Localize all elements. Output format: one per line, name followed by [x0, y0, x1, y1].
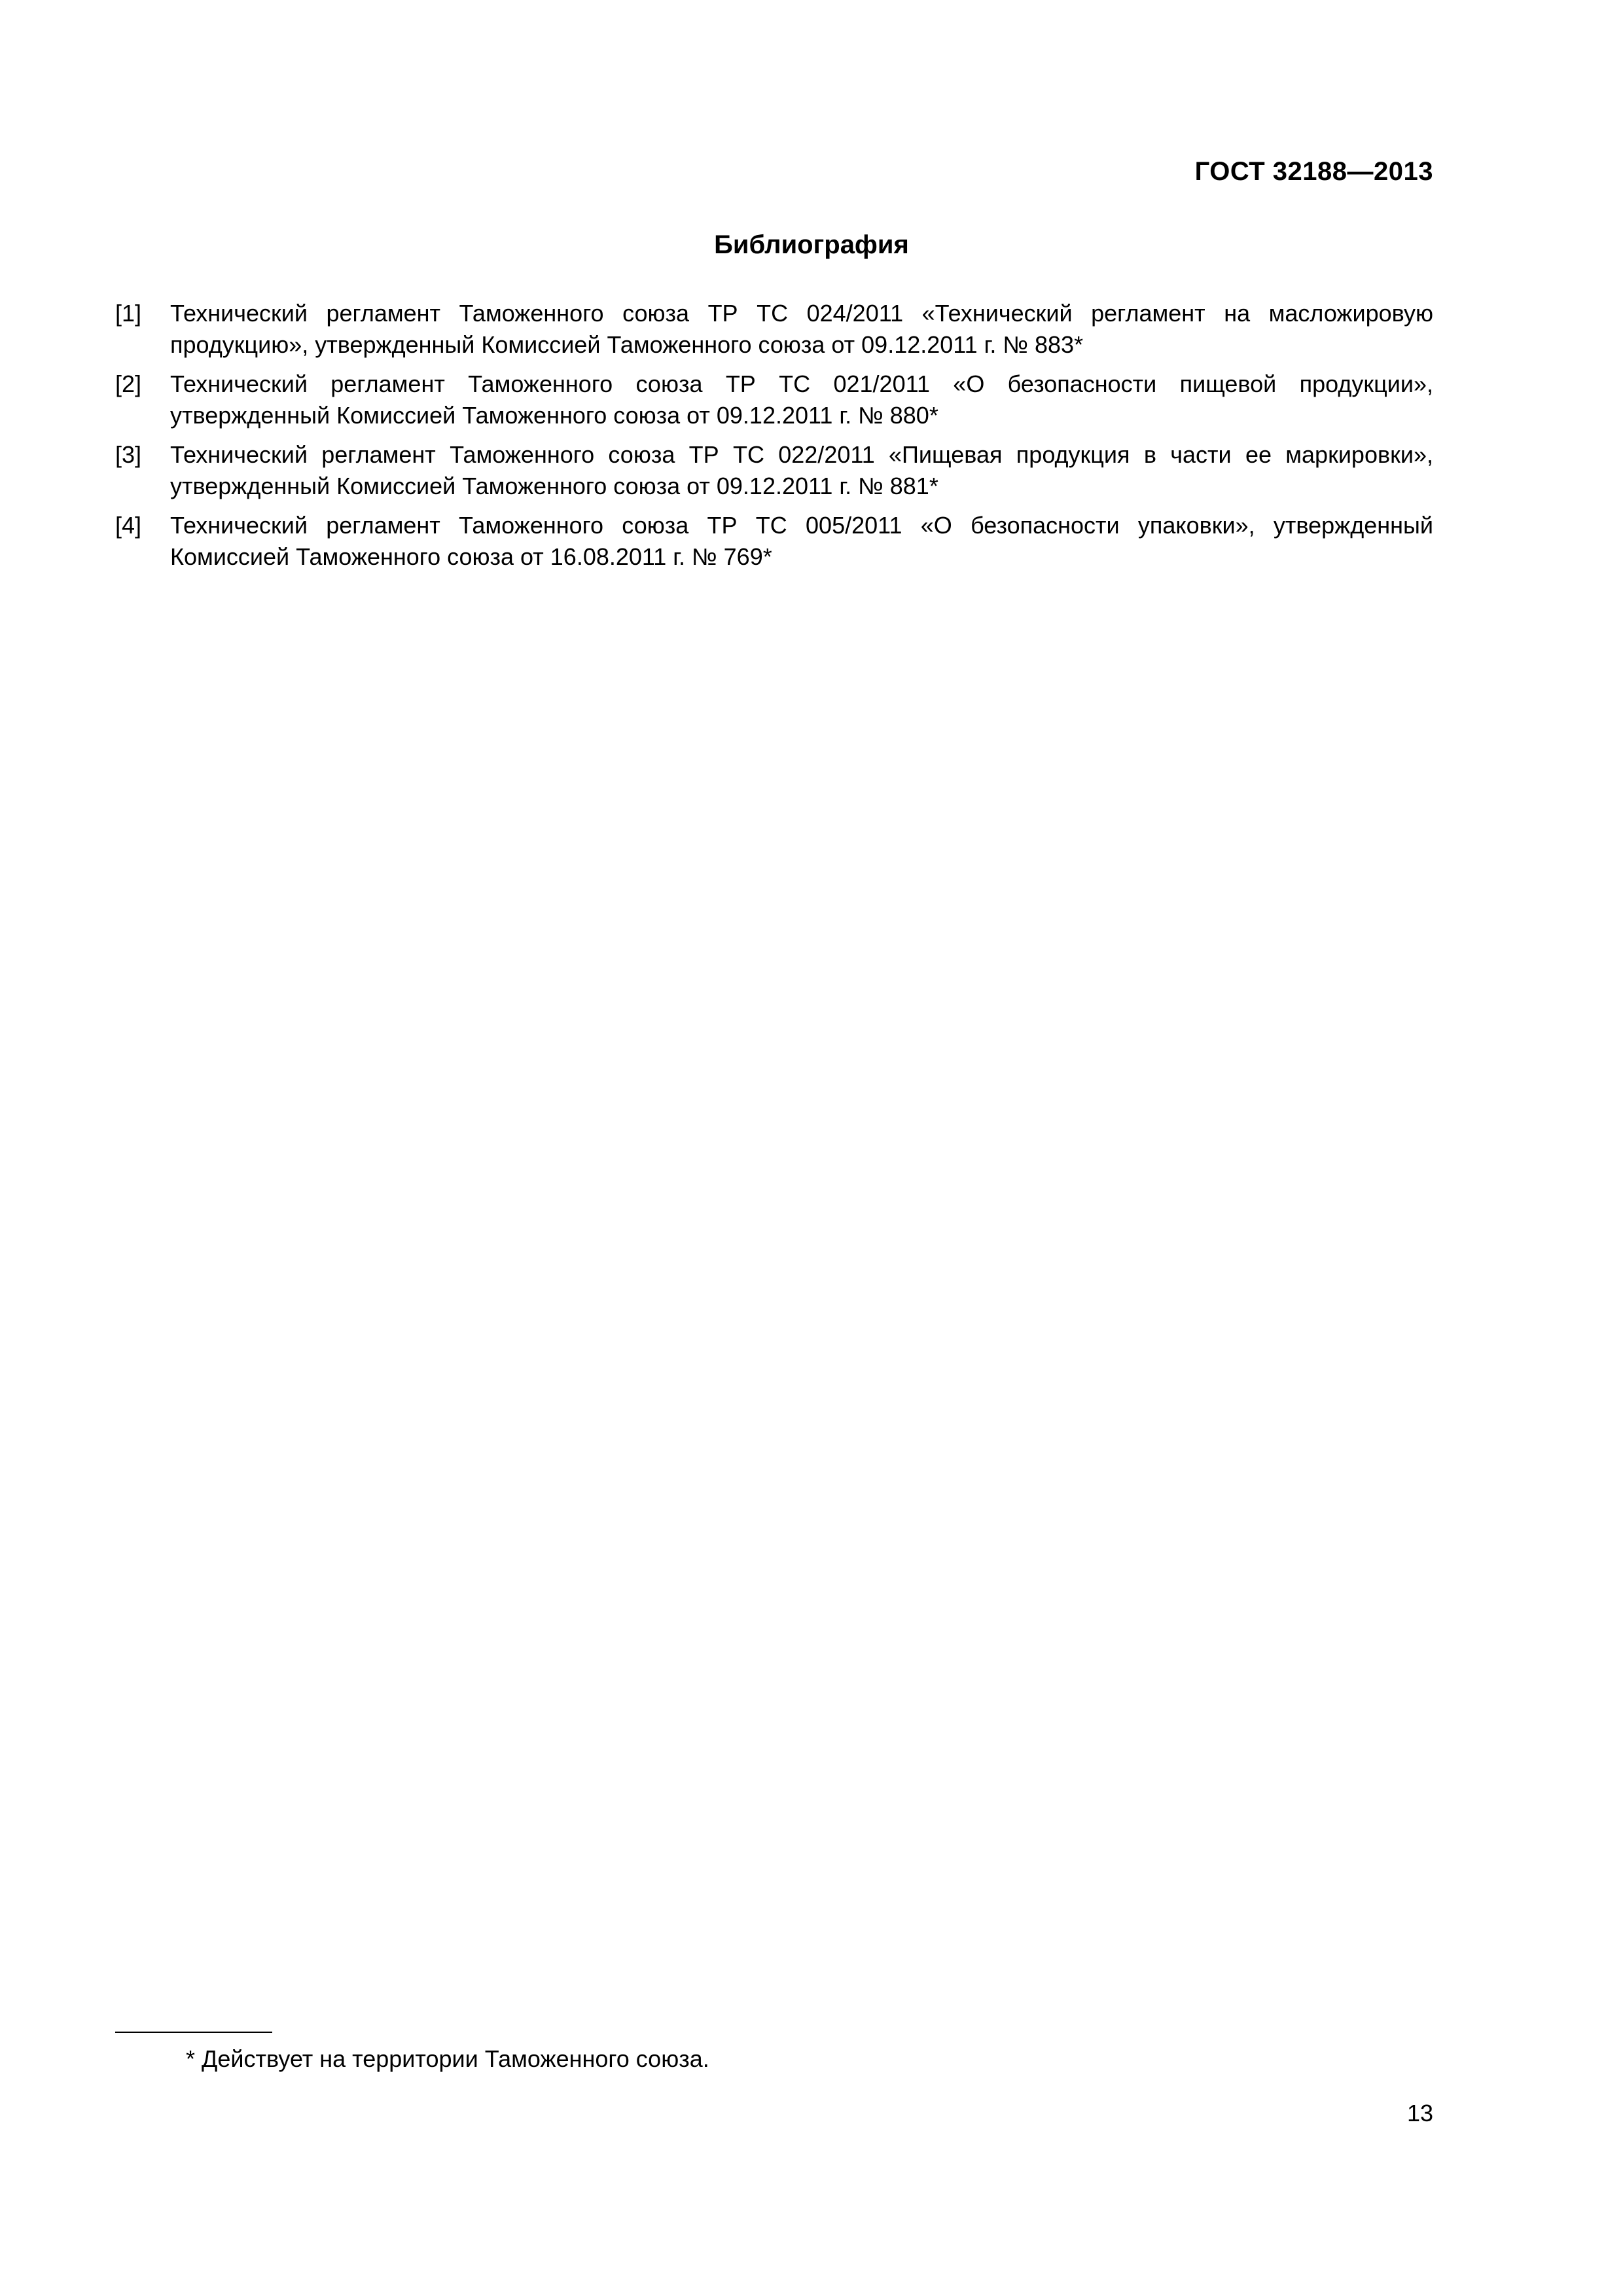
- bibliography-item-number: [4]: [115, 512, 142, 539]
- bibliography-item-number: [1]: [115, 300, 142, 327]
- bibliography-item-number: [3]: [115, 441, 142, 468]
- bibliography-list: [115, 298, 1433, 581]
- bibliography-item-number: [2]: [115, 370, 142, 397]
- bibliography-item: [115, 368, 1433, 431]
- document-code: ГОСТ 32188—2013: [1194, 157, 1433, 186]
- bibliography-item-text: Технический регламент Таможенного союза ТР ТС 005/2011 «О безопасности упаковки», утвержденный Комиссией Таможенного союза от 16.08.2011 г. № 769*: [170, 512, 1433, 570]
- bibliography-item-text: Технический регламент Таможенного союза ТР ТС 021/2011 «О безопасности пищевой продукции», утвержденный Комиссией Таможенного союза от 09.12.2011 г. № 880*: [170, 370, 1433, 429]
- bibliography-item-text: Технический регламент Таможенного союза ТР ТС 022/2011 «Пищевая продукция в части ее маркировки», утвержденный Комиссией Таможенного союза от 09.12.2011 г. № 881*: [170, 441, 1433, 499]
- section-title: Библиография: [714, 230, 909, 259]
- bibliography-item: [115, 439, 1433, 502]
- bibliography-item-text: Технический регламент Таможенного союза ТР ТС 024/2011 «Технический регламент на масложировую продукцию», утвержденный Комиссией Таможенного союза от 09.12.2011 г. № 883*: [170, 300, 1433, 358]
- bibliography-item: [115, 298, 1433, 361]
- page-number: 13: [1406, 2100, 1433, 2126]
- bibliography-item: [115, 510, 1433, 573]
- footnote-divider: [115, 2032, 272, 2033]
- footnote: * Действует на территории Таможенного союза.: [186, 2045, 709, 2072]
